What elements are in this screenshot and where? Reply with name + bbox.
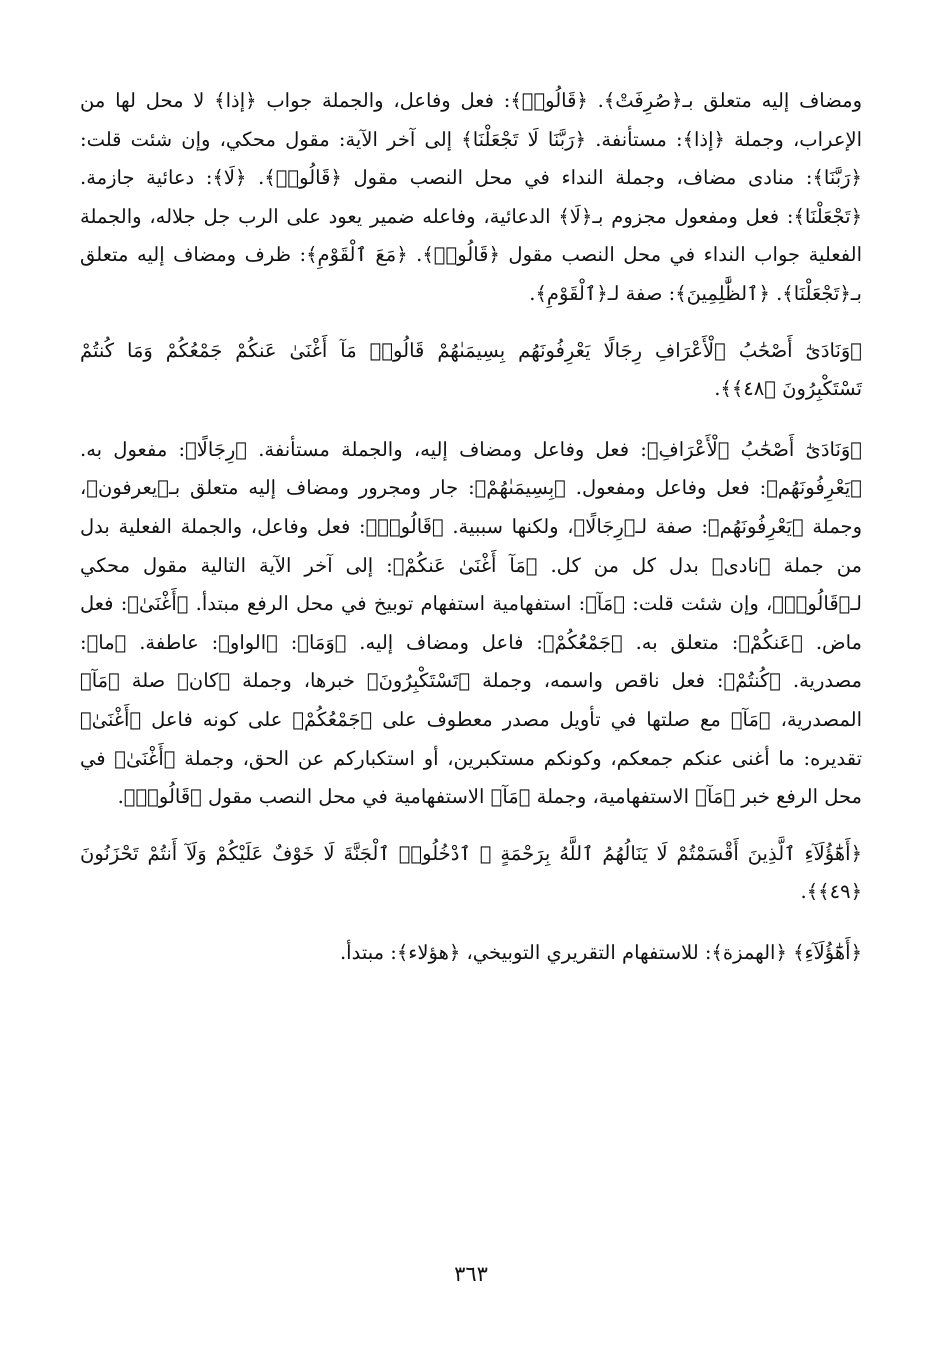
quran-verse-49: ﴿أَهَٰٓؤُلَآءِ ٱلَّذِينَ أَقْسَمْتُمْ لَا يَنَالُهُمُ ٱللَّهُ بِرَحْمَةٍ ۚ ٱدْخُلُوا۟ ٱلْجَنَّةَ لَا خَوْفٌ عَلَيْكُمْ وَلَآ أَنتُمْ تَحْزَنُونَ ﴿٤٩﴾﴾. <box>80 841 862 904</box>
page-number: ٣٦٣ <box>454 1262 488 1286</box>
commentary-paragraph-3: ﴿أَهَٰٓؤُلَآءِ﴾ ﴿الهمزة﴾: للاستفهام التقريري التوبيخي، ﴿هؤلاء﴾: مبتدأ. <box>339 940 862 964</box>
quran-verse-48: ﴿وَنَادَىٰٓ أَصْحَٰبُ ٱلْأَعْرَافِ رِجَالًا يَعْرِفُونَهُم بِسِيمَىٰهُمْ قَالُوا۟ مَآ أَغْنَىٰ عَنكُمْ جَمْعُكُمْ وَمَا كُنتُمْ تَسْتَكْبِرُونَ ﴿٤٨﴾﴾. <box>80 338 862 401</box>
page-body <box>80 82 862 972</box>
commentary-paragraph-2: ﴿وَنَادَىٰٓ أَصْحَٰبُ ٱلْأَعْرَافِ﴾: فعل وفاعل ومضاف إليه، والجملة مستأنفة. ﴿رِجَالًا﴾: مفعول به. ﴿يَعْرِفُونَهُم﴾: فعل وفاعل ومفعول. ﴿بِسِيمَىٰهُمْ﴾: جار ومجرور ومضاف إليه متعلق بـ﴿يعرفون﴾، وجملة ﴿يَعْرِفُونَهُم﴾: صفة لـ﴿رِجَالًا﴾، ولكنها سببية. ﴿قَالُوا۟﴾: فعل وفاعل، والجملة الفعلية بدل من جملة ﴿نادى﴾ بدل كل من كل. ﴿مَآ أَغْنَىٰ عَنكُمْ﴾: إلى آخر الآية التالية مقول محكي لـ﴿قَالُوا۟﴾، وإن شئت قلت: ﴿مَآ﴾: استفهامية استفهام توبيخ في محل الرفع مبتدأ. ﴿أَغْنَىٰ﴾: فعل ماض. ﴿عَنكُمْ﴾: متعلق به. ﴿جَمْعُكُمْ﴾: فاعل ومضاف إليه. ﴿وَمَا﴾: ﴿الواو﴾: عاطفة. ﴿ما﴾: مصدرية. ﴿كُنتُمْ﴾: فعل ناقص واسمه، وجملة ﴿تَسْتَكْبِرُونَ﴾ خبرها، وجملة ﴿كان﴾ صلة ﴿مَآ﴾ المصدرية، ﴿مَآ﴾ مع صلتها في تأويل مصدر معطوف على ﴿جَمْعُكُمْ﴾ على كونه فاعل ﴿أَغْنَىٰ﴾ تقديره: ما أغنى عنكم جمعكم، وكونكم مستكبرين، أو استكباركم عن الحق، وجملة ﴿أَغْنَىٰ﴾ في محل الرفع خبر ﴿مَآ﴾ الاستفهامية، وجملة ﴿مَآ﴾ الاستفهامية في محل النصب مقول ﴿قَالُوا۟﴾. <box>80 437 862 809</box>
commentary-paragraph-1: ومضاف إليه متعلق بـ﴿صُرِفَتْ﴾. ﴿قَالُوا۟﴾: فعل وفاعل، والجملة جواب ﴿إذا﴾ لا محل لها من الإعراب، وجملة ﴿إذا﴾: مستأنفة. ﴿رَبَّنَا لَا تَجْعَلْنَا﴾ إلى آخر الآية: مقول محكي، وإن شئت قلت: ﴿رَبَّنَا﴾: منادى مضاف، وجملة النداء في محل النصب مقول ﴿قَالُوا۟﴾. ﴿لَا﴾: دعائية جازمة. ﴿تَجْعَلْنَا﴾: فعل ومفعول مجزوم بـ﴿لَا﴾ الدعائية، وفاعله ضمير يعود على الرب جل جلاله، والجملة الفعلية جواب النداء في محل النصب مقول ﴿قَالُوا۟﴾. ﴿مَعَ ٱلْقَوْمِ﴾: ظرف ومضاف إليه متعلق بـ﴿تَجْعَلْنَا﴾. ﴿ٱلظَّٰلِمِينَ﴾: صفة لـ﴿ٱلْقَوْمِ﴾. <box>80 89 862 305</box>
